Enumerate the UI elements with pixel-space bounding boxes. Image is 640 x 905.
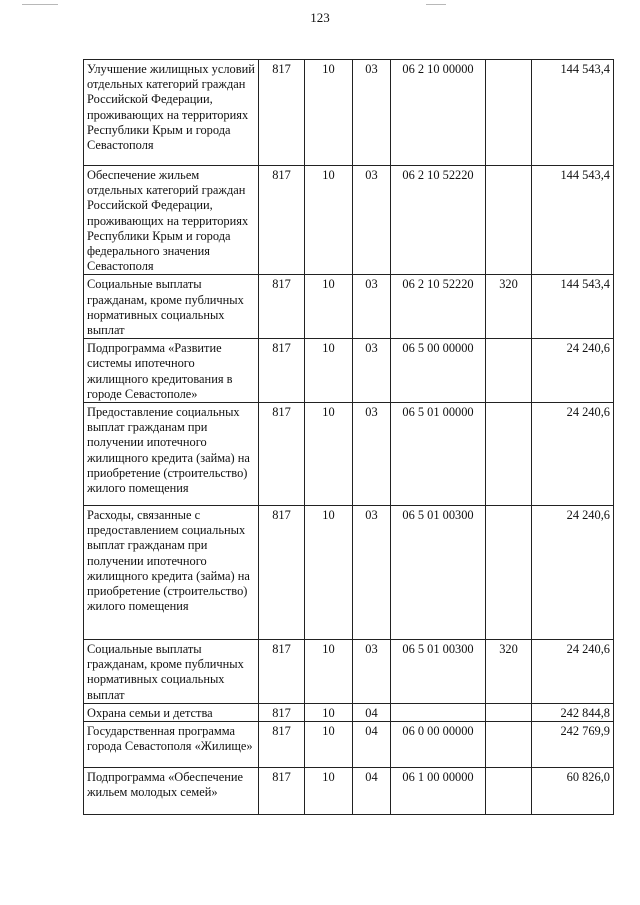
- table-row: [84, 506, 614, 640]
- row-pr: 03: [353, 403, 391, 506]
- row-csr: 06 1 00 00000: [391, 768, 486, 815]
- row-vr: [486, 339, 532, 403]
- row-name: Улучшение жилищных условий отдельных категорий граждан Российской Федерации, проживающих на территориях Республики Крым и города Севастополя: [84, 60, 259, 166]
- table-row: [84, 60, 614, 166]
- row-csr: 06 2 10 52220: [391, 275, 486, 339]
- row-sum: 60 826,0: [532, 768, 614, 815]
- row-pr: 03: [353, 275, 391, 339]
- row-vr: [486, 506, 532, 640]
- row-vr: [486, 703, 532, 721]
- row-rz: 10: [305, 703, 353, 721]
- row-csr: 06 5 01 00300: [391, 506, 486, 640]
- row-rz: 10: [305, 339, 353, 403]
- row-name: Предоставление социальных выплат гражданам при получении ипотечного жилищного кредита (займа) на приобретение (строительство) жилого помещения: [84, 403, 259, 506]
- table-row: [84, 722, 614, 768]
- row-name: Подпрограмма «Обеспечение жильем молодых семей»: [84, 768, 259, 815]
- row-sum: 242 769,9: [532, 722, 614, 768]
- row-csr: [391, 703, 486, 721]
- scan-mark: [426, 4, 446, 5]
- row-name: Обеспечение жильем отдельных категорий граждан Российской Федерации, проживающих на территориях Республики Крым и города федерального значения Севастополя: [84, 166, 259, 275]
- row-sum: 24 240,6: [532, 640, 614, 704]
- row-vr: [486, 722, 532, 768]
- row-pr: 03: [353, 339, 391, 403]
- row-gr: 817: [259, 166, 305, 275]
- row-rz: 10: [305, 403, 353, 506]
- row-rz: 10: [305, 275, 353, 339]
- row-sum: 24 240,6: [532, 506, 614, 640]
- row-sum: 24 240,6: [532, 403, 614, 506]
- row-rz: 10: [305, 60, 353, 166]
- row-gr: 817: [259, 403, 305, 506]
- row-vr: [486, 403, 532, 506]
- row-vr: [486, 768, 532, 815]
- row-name: Охрана семьи и детства: [84, 703, 259, 721]
- row-gr: 817: [259, 640, 305, 704]
- row-gr: 817: [259, 275, 305, 339]
- row-pr: 04: [353, 722, 391, 768]
- row-csr: 06 5 01 00000: [391, 403, 486, 506]
- table-row: [84, 339, 614, 403]
- row-vr: [486, 166, 532, 275]
- row-csr: 06 2 10 52220: [391, 166, 486, 275]
- row-vr: [486, 60, 532, 166]
- row-gr: 817: [259, 506, 305, 640]
- row-pr: 04: [353, 768, 391, 815]
- row-pr: 03: [353, 166, 391, 275]
- row-sum: 24 240,6: [532, 339, 614, 403]
- row-pr: 03: [353, 640, 391, 704]
- table-row: [84, 403, 614, 506]
- row-rz: 10: [305, 166, 353, 275]
- row-rz: 10: [305, 640, 353, 704]
- row-sum: 242 844,8: [532, 703, 614, 721]
- table-row: [84, 768, 614, 815]
- row-pr: 04: [353, 703, 391, 721]
- page-number: 123: [310, 10, 330, 25]
- row-gr: 817: [259, 339, 305, 403]
- table-row: [84, 166, 614, 275]
- row-name: Социальные выплаты гражданам, кроме публичных нормативных социальных выплат: [84, 640, 259, 704]
- row-gr: 817: [259, 768, 305, 815]
- row-vr: 320: [486, 275, 532, 339]
- row-name: Подпрограмма «Развитие системы ипотечного жилищного кредитования в городе Севастополе»: [84, 339, 259, 403]
- row-vr: 320: [486, 640, 532, 704]
- row-gr: 817: [259, 722, 305, 768]
- row-pr: 03: [353, 506, 391, 640]
- row-csr: 06 5 01 00300: [391, 640, 486, 704]
- row-name: Социальные выплаты гражданам, кроме публичных нормативных социальных выплат: [84, 275, 259, 339]
- row-rz: 10: [305, 768, 353, 815]
- row-rz: 10: [305, 722, 353, 768]
- row-name: Государственная программа города Севастополя «Жилище»: [84, 722, 259, 768]
- table-row: [84, 275, 614, 339]
- row-csr: 06 0 00 00000: [391, 722, 486, 768]
- row-gr: 817: [259, 703, 305, 721]
- row-csr: 06 2 10 00000: [391, 60, 486, 166]
- row-csr: 06 5 00 00000: [391, 339, 486, 403]
- table-row: [84, 703, 614, 721]
- row-sum: 144 543,4: [532, 275, 614, 339]
- scan-mark: [22, 4, 58, 5]
- budget-table: [83, 59, 614, 815]
- row-rz: 10: [305, 506, 353, 640]
- row-gr: 817: [259, 60, 305, 166]
- row-name: Расходы, связанные с предоставлением социальных выплат гражданам при получении ипотечного жилищного кредита (займа) на приобретение (строительство) жилого помещения: [84, 506, 259, 640]
- row-sum: 144 543,4: [532, 60, 614, 166]
- row-sum: 144 543,4: [532, 166, 614, 275]
- table-row: [84, 640, 614, 704]
- row-pr: 03: [353, 60, 391, 166]
